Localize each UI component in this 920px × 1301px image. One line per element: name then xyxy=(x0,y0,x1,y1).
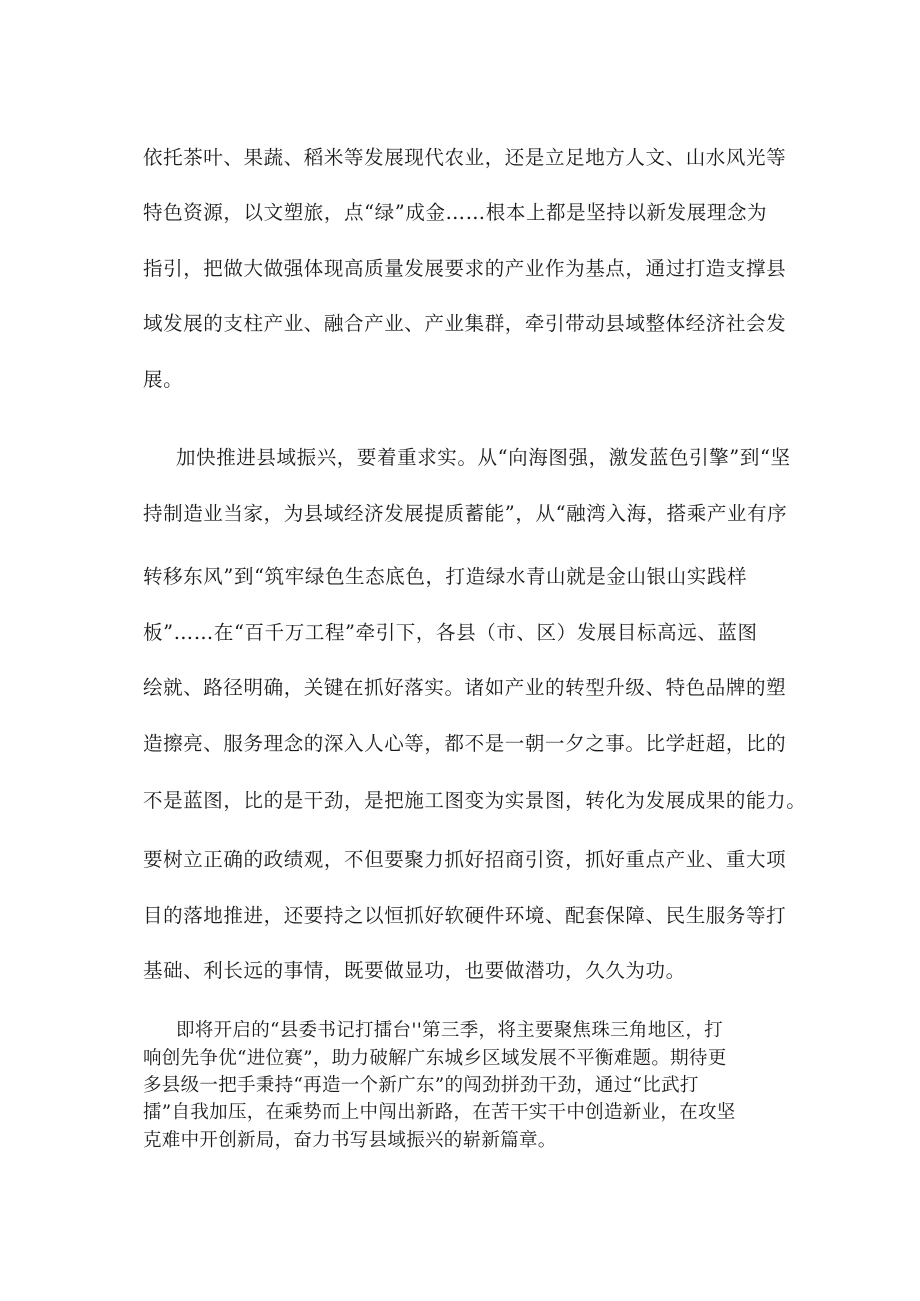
paragraph-line: 持制造业当家，为县域经济发展提质蓄能”，从“融湾入海，搭乘产业有序 xyxy=(143,502,788,525)
paragraph-line: 加快推进县域振兴，要着重求实。从“向海图强，激发蓝色引擎”到“坚 xyxy=(176,446,791,469)
paragraph-line: 板”……在“百千万工程”牵引下，各县（市、区）发展目标高远、蓝图 xyxy=(143,621,758,644)
paragraph-line: 目的落地推进，还要持之以恒抓好软硬件环境、配套保障、民生服务等打 xyxy=(143,904,787,927)
paragraph-line: 特色资源，以文塑旅，点“绿”成金……根本上都是坚持以新发展理念为 xyxy=(143,201,768,224)
paragraph-line: 多县级一把手秉持“再造一个新广东”的闯劲拼劲干劲，通过“比武打 xyxy=(143,1075,699,1096)
paragraph-line: 即将开启的“县委书记打擂台''第三季，将主要聚焦珠三角地区，打 xyxy=(176,1020,723,1041)
paragraph-line: 不是蓝图，比的是干劲，是把施工图变为实景图，转化为发展成果的能力。 xyxy=(143,789,807,812)
paragraph-line: 克难中开创新局，奋力书写县域振兴的崭新篇章。 xyxy=(143,1130,557,1151)
paragraph-line: 响创先争优“进位赛”，助力破解广东城乡区域发展不平衡难题。期待更 xyxy=(143,1048,727,1069)
paragraph-line: 擂”自我加压，在乘势而上中闯出新路，在苦干实干中创造新业，在攻坚 xyxy=(143,1102,736,1123)
paragraph-line: 绘就、路径明确，关键在抓好落实。诸如产业的转型升级、特色品牌的塑 xyxy=(143,676,787,699)
paragraph-line: 域发展的支柱产业、融合产业、产业集群，牵引带动县域整体经济社会发 xyxy=(143,312,787,335)
paragraph-line: 造擦亮、服务理念的深入人心等，都不是一朝一夕之事。比学赶超，比的 xyxy=(143,732,787,755)
paragraph-line: 指引，把做大做强体现高质量发展要求的产业作为基点，通过打造支撑县 xyxy=(143,257,787,280)
paragraph-line: 转移东风”到“筑牢绿色生态底色，打造绿水青山就是金山银山实践样 xyxy=(143,565,748,588)
paragraph-line: 要树立正确的政绩观，不但要聚力抓好招商引资，抓好重点产业、重大项 xyxy=(143,848,787,871)
paragraph-line: 展。 xyxy=(143,368,184,391)
paragraph-line: 基础、利长远的事情，既要做显功，也要做潜功，久久为功。 xyxy=(143,959,686,982)
paragraph-line: 依托茶叶、果蔬、稻米等发展现代农业，还是立足地方人文、山水风光等 xyxy=(143,146,787,169)
